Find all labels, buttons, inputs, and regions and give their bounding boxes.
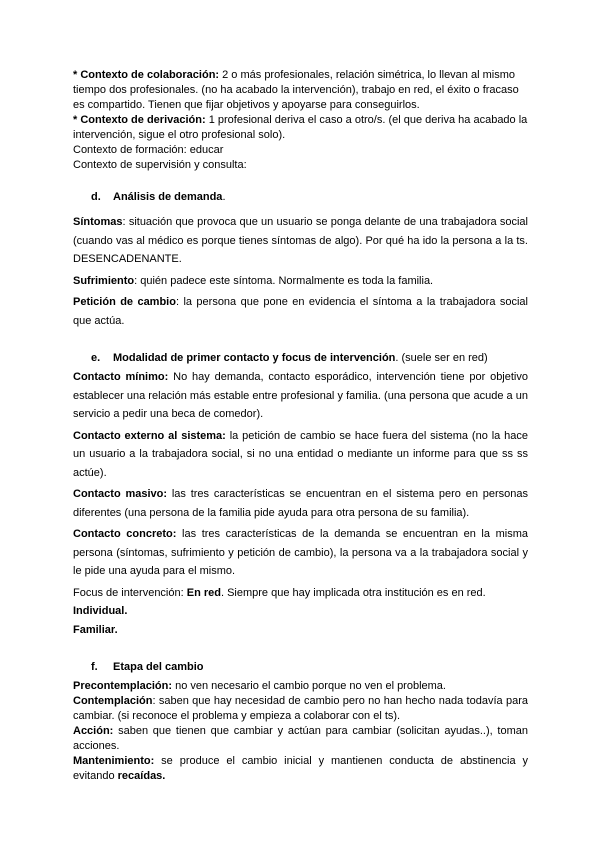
text-precontemplacion: no ven necesario el cambio porque no ven el problema. bbox=[172, 680, 446, 692]
def-contacto-masivo bbox=[73, 485, 528, 522]
text-contacto-concreto: las tres características de la demanda se encuentran en la misma persona (síntomas, sufrimiento y petición de cambio), la persona va a la trabajadora social y le pide una ayuda para el mismo. bbox=[73, 528, 529, 577]
text-contemplacion: : saben que hay necesidad de cambio pero no han hecho nada todavía para cambiar. (si reconoce el problema y empieza a colaborar con el ts). bbox=[73, 695, 528, 722]
text-contacto-minimo: No hay demanda, contacto esporádico, intervención tiene por objetivo establecer una relación más estable entre profesional y familia. (una persona que acude a un servicio a pedir una beca de comedor). bbox=[73, 371, 528, 420]
focus-intervencion bbox=[73, 584, 528, 603]
term-accion: Acción: bbox=[73, 725, 114, 737]
section-d-suffix: . bbox=[222, 191, 226, 203]
text-sufrimiento: : quién padece este síntoma. Normalmente es toda la familia. bbox=[134, 274, 434, 287]
contexts-block bbox=[73, 68, 528, 173]
term-contacto-concreto: Contacto concreto: bbox=[73, 528, 177, 540]
section-d-letter: d. bbox=[91, 191, 101, 203]
term-contacto-masivo: Contacto masivo: bbox=[73, 488, 168, 500]
term-contemplacion: Contemplación bbox=[73, 695, 153, 707]
def-peticion bbox=[73, 293, 528, 330]
section-f-title: Etapa del cambio bbox=[113, 661, 204, 673]
focus-en-red: En red bbox=[186, 586, 221, 599]
section-e-title: Modalidad de primer contacto y focus de intervención bbox=[113, 352, 396, 364]
stage-accion bbox=[73, 724, 528, 754]
section-e-suffix: . (suele ser en red) bbox=[395, 352, 488, 364]
term-precontemplacion: Precontemplación: bbox=[73, 680, 173, 692]
term-colaboracion: * Contexto de colaboración: bbox=[73, 69, 220, 81]
context-supervision: Contexto de supervisión y consulta: bbox=[73, 159, 247, 171]
def-contacto-minimo bbox=[73, 368, 528, 424]
section-e-heading bbox=[73, 350, 528, 366]
term-recaidas: recaídas. bbox=[117, 770, 166, 782]
context-colaboracion bbox=[73, 68, 528, 113]
term-sufrimiento: Sufrimiento bbox=[73, 274, 135, 287]
section-f-letter: f. bbox=[91, 661, 98, 673]
term-contacto-externo: Contacto externo al sistema: bbox=[73, 429, 226, 442]
focus-individual bbox=[73, 602, 528, 621]
text-sintomas: : situación que provoca que un usuario se ponga delante de una trabajadora social (cuando vas al médico es porque tienes síntomas de algo). Por qué ha ido la persona a la ts. DESENCADENANTE. bbox=[73, 216, 528, 265]
document-body bbox=[73, 68, 528, 784]
def-contacto-externo bbox=[73, 427, 528, 483]
context-formacion: Contexto de formación: educar bbox=[73, 144, 224, 156]
stage-mantenimiento bbox=[73, 754, 528, 784]
term-mantenimiento: Mantenimiento: bbox=[73, 755, 155, 767]
term-sintomas: Síntomas bbox=[73, 216, 123, 228]
focus-text: . Siempre que hay implicada otra institución es en red. bbox=[220, 586, 486, 599]
text-peticion: : la persona que pone en evidencia el síntoma a la trabajadora social que actúa. bbox=[73, 296, 528, 327]
section-d-title: Análisis de demanda bbox=[113, 191, 223, 203]
section-f-heading bbox=[73, 659, 528, 675]
section-d-heading bbox=[73, 189, 528, 205]
def-sufrimiento bbox=[73, 272, 528, 291]
text-mantenimiento: se produce el cambio inicial y mantienen conducta de abstinencia y evitando bbox=[73, 755, 528, 782]
term-derivacion: * Contexto de derivación: bbox=[73, 114, 206, 126]
stage-contemplacion bbox=[73, 694, 528, 724]
text-accion: saben que tienen que cambiar y actúan para cambiar (solicitan ayudas..), toman acciones. bbox=[73, 725, 528, 752]
section-e-letter: e. bbox=[91, 352, 101, 364]
text-colaboracion: 2 o más profesionales, relación simétrica, lo llevan al mismo tiempo dos profesionales. (no ha acabado la intervención), trabajo en red, el éxito o fracaso es compartido. Tienen que fijar objetivos y apoyarse para conseguirlos. bbox=[73, 69, 519, 111]
text-derivacion: 1 profesional deriva el caso a otro/s. (el que deriva ha acabado la intervención, sigue el otro profesional solo). bbox=[73, 114, 528, 141]
focus-familiar bbox=[73, 621, 528, 640]
stage-precontemplacion bbox=[73, 679, 528, 694]
stages-block bbox=[73, 679, 528, 784]
context-derivacion bbox=[73, 113, 528, 143]
text-contacto-masivo: las tres características se encuentran en el sistema pero en personas diferentes (una persona de la familia pide ayuda para otra persona de su familia). bbox=[73, 488, 528, 519]
def-sintomas bbox=[73, 213, 528, 269]
text-contacto-externo: la petición de cambio se hace fuera del sistema (no la hace un usuario a la trabajadora social, si no una entidad o mediante un informe para que ss ss actúe). bbox=[73, 429, 528, 479]
term-familiar: Familiar. bbox=[73, 623, 118, 636]
focus-label: Focus de intervención: bbox=[73, 586, 187, 599]
def-contacto-concreto bbox=[73, 525, 528, 581]
term-contacto-minimo: Contacto mínimo: bbox=[73, 371, 169, 383]
term-peticion: Petición de cambio bbox=[73, 296, 176, 308]
term-individual: Individual. bbox=[73, 605, 128, 617]
